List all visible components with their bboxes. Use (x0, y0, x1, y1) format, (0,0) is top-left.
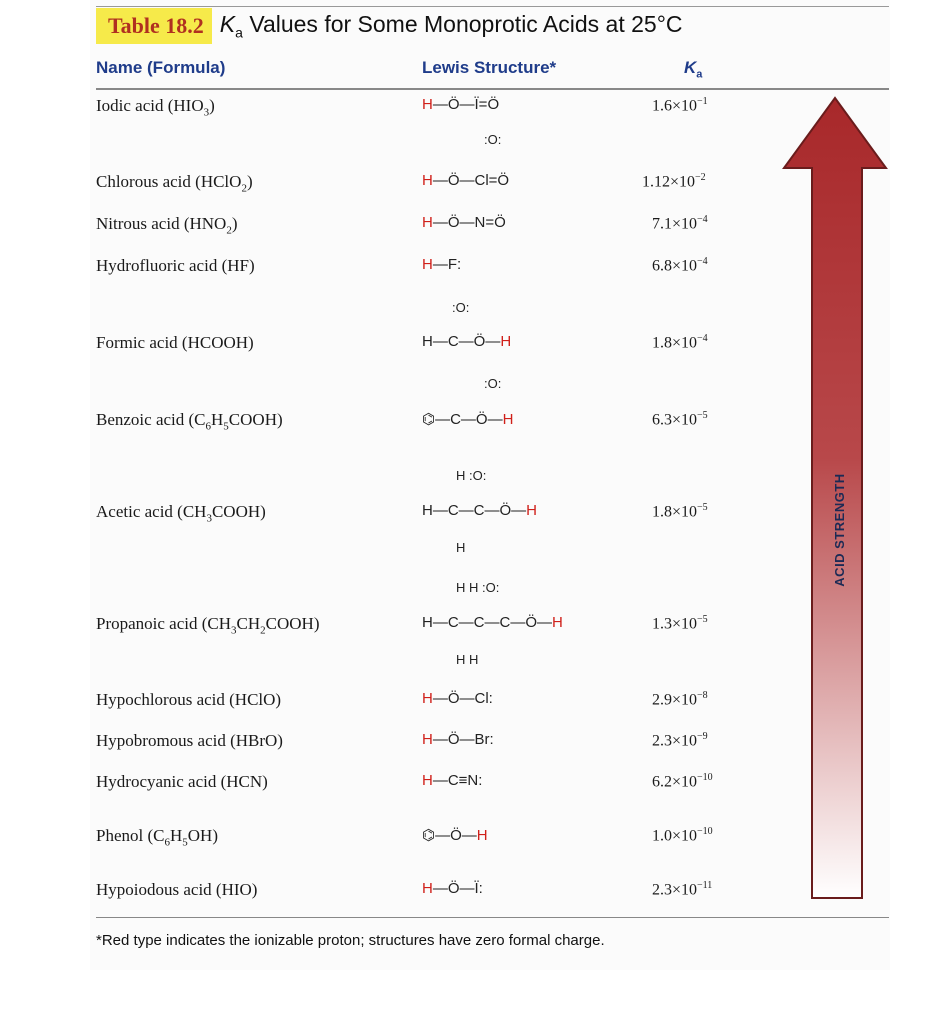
ka-value: $6.2\times 10^{-10}$ (652, 772, 713, 791)
lewis-structure: H—C≡N: (422, 772, 483, 789)
lewis-extra: :O: (452, 300, 470, 315)
ka-value: $1.8\times 10^{-5}$ (652, 502, 708, 521)
title-k-sub: a (235, 24, 243, 41)
acid-name: Iodic acid $(HIO_3)$ (96, 96, 215, 119)
acid-name: Benzoic acid $(C_6H_5COOH)$ (96, 410, 283, 433)
acid-name: Hypochlorous acid (HClO) (96, 690, 282, 709)
footnote: *Red type indicates the ionizable proton; structures have zero formal charge. (96, 932, 605, 949)
lewis-structure: H—F: (422, 256, 462, 273)
ka-value: $1.8\times 10^{-4}$ (652, 333, 708, 352)
lewis-structure: ⌬—C—Ö—H (422, 411, 514, 428)
table-title-text (220, 11, 683, 41)
acid-name: Formic acid (HCOOH) (96, 333, 254, 352)
acid-name: Propanoic acid $(CH_3CH_2COOH)$ (96, 614, 320, 637)
bottom-rule (96, 917, 889, 918)
col-header-name: Name (Formula) (96, 58, 226, 77)
ka-value: $7.1\times 10^{-4}$ (652, 214, 708, 233)
lewis-extra: H :O: (456, 468, 487, 483)
lewis-structure: H—C—C—C—Ö—H (422, 614, 563, 631)
lewis-extra: H (456, 540, 466, 555)
title-rest: Values for Some Monoprotic Acids at 25°C (249, 11, 683, 38)
header-rule (96, 88, 889, 90)
ka-value: $1.3\times 10^{-5}$ (652, 614, 708, 633)
ka-value: $2.9\times 10^{-8}$ (652, 690, 708, 709)
col-ka-sub: a (696, 68, 703, 81)
ka-value: $2.3\times 10^{-9}$ (652, 731, 708, 750)
ka-value: $1.0\times 10^{-10}$ (652, 826, 713, 845)
acid-name: Chlorous acid (HClO$_2$) (96, 172, 253, 195)
table-title (96, 8, 683, 44)
title-k: K (219, 11, 236, 38)
col-header-ka (684, 58, 702, 80)
col-header-lewis: Lewis Structure* (422, 58, 557, 77)
lewis-structure: H—Ö—Cl: (422, 690, 493, 707)
lewis-extra: :O: (484, 376, 502, 391)
lewis-structure: ⌬—Ö—H (422, 827, 488, 844)
ka-value: $1.6\times 10^{-1}$ (652, 96, 708, 115)
acid-name: Hypobromous acid (HBrO) (96, 731, 283, 750)
ka-value: $6.8\times 10^{-4}$ (652, 256, 708, 275)
acid-name: Nitrous acid $(HNO_2)$ (96, 214, 238, 237)
lewis-extra: H H (456, 652, 479, 667)
top-rule (96, 6, 889, 7)
acid-strength-label: ACID STRENGTH (832, 473, 847, 587)
lewis-extra: H H :O: (456, 580, 500, 595)
lewis-structure: H—C—Ö—H (422, 333, 512, 350)
lewis-extra: :O: (484, 132, 502, 147)
lewis-structure: H—Ö—Ï=Ö (422, 96, 500, 113)
ka-value: $1.12\times 10^{-2}$ (642, 172, 706, 191)
table-number-badge: Table 18.2 (96, 8, 212, 44)
acid-name: Hydrocyanic acid (HCN) (96, 772, 268, 791)
lewis-structure: H—Ö—Br: (422, 731, 494, 748)
lewis-structure: H—C—C—Ö—H (422, 502, 538, 519)
lewis-structure: H—Ö—Cl=Ö (422, 172, 510, 189)
acid-name: Phenol $(C_6H_5OH)$ (96, 826, 218, 849)
col-ka-k: K (684, 58, 697, 77)
lewis-structure: H—Ö—N=Ö (422, 214, 506, 231)
acid-name: Acetic acid $(CH_3COOH)$ (96, 502, 266, 525)
acid-name: Hydrofluoric acid (HF) (96, 256, 255, 275)
ka-value: $6.3\times 10^{-5}$ (652, 410, 708, 429)
ka-value: $2.3\times 10^{-11}$ (652, 880, 713, 899)
acid-name: Hypoiodous acid (HIO) (96, 880, 258, 899)
lewis-structure: H—Ö—Ï: (422, 880, 483, 897)
